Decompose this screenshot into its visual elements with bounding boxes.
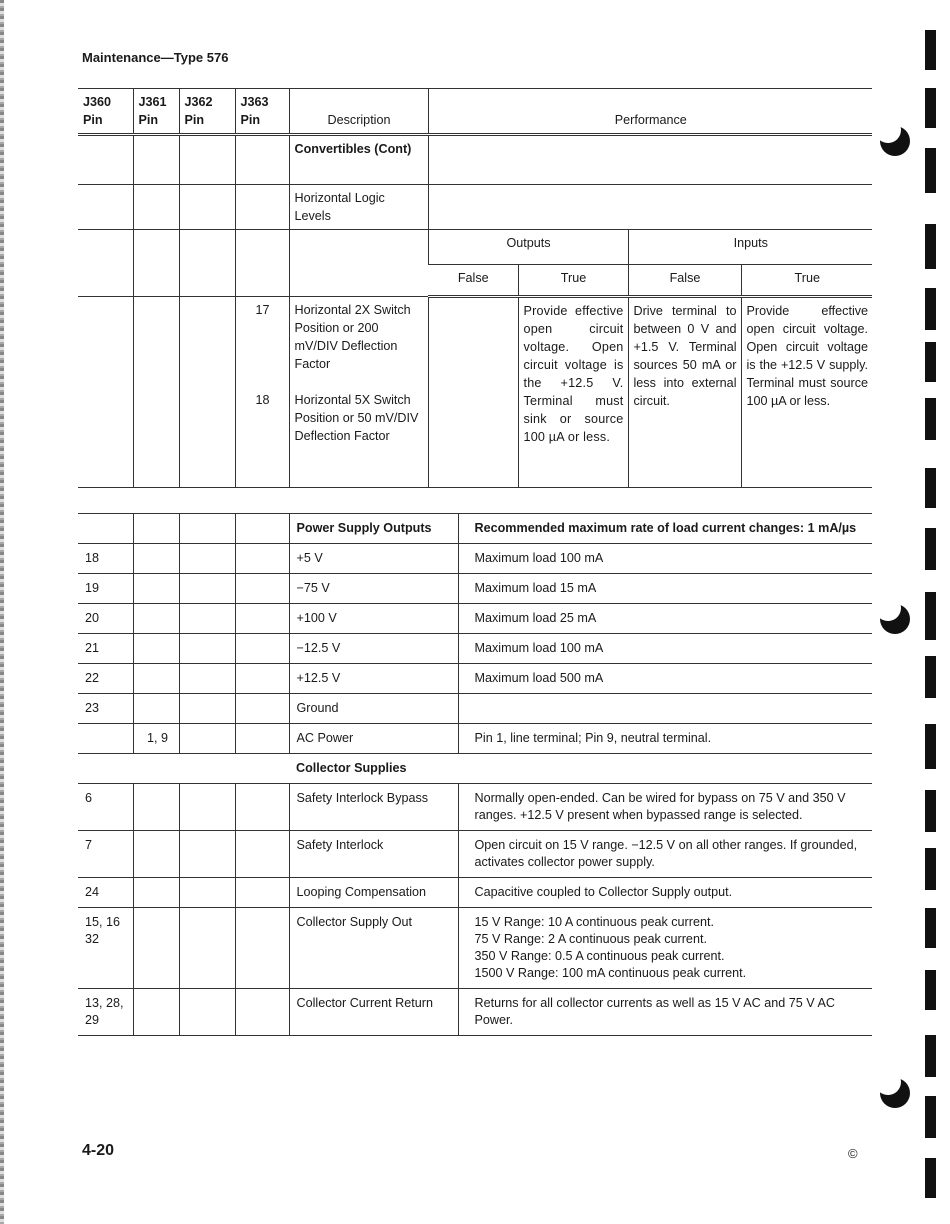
collector-supplies-title: Collector Supplies [289,754,458,784]
outputs-true-text: Provide effective open circuit voltage. Open circuit voltage is the +12.5 V. Terminal must sink or source 100 µA or less. [518,297,628,488]
j363-pins: 17 18 [235,297,289,488]
margin-bar [925,224,936,269]
margin-bar [925,528,936,570]
inputs-false-text: Drive terminal to between 0 V and +1.5 V. Terminal sources 50 mA or less into external circuit. [628,297,741,488]
col-header-j363: J363 Pin [235,89,289,135]
margin-bar [925,342,936,382]
table-row: 6 Safety Interlock Bypass Normally open-ended. Can be wired for bypass on 75 V and 350 V ranges. +12.5 V present when bypassed range is selected. [78,784,872,831]
table-row: 19 −75 V Maximum load 15 mA [78,574,872,604]
inputs-false-label: False [628,265,741,297]
table-row: 24 Looping Compensation Capacitive coupled to Collector Supply output. [78,878,872,908]
margin-bar [925,468,936,508]
table-row: 15, 16 32 Collector Supply Out 15 V Range: 10 A continuous peak current. 75 V Range: 2 A continuous peak current. 350 V Range: 0.5 A continuous peak current. 1500 V Range: 100 mA continuous peak current. [78,908,872,989]
section-title: Convertibles (Cont) [289,135,428,185]
copyright-mark: © [848,1146,858,1161]
table-row: 23 Ground [78,694,872,724]
table-row: 22 +12.5 V Maximum load 500 mA [78,664,872,694]
scan-edge [0,0,4,1224]
margin-bar [925,908,936,948]
margin-bar [925,592,936,640]
margin-bar [925,724,936,769]
inputs-true-text: Provide effective open circuit voltage. Open circuit voltage is the +12.5 V supply. Terminal must source 100 µA or less. [741,297,872,488]
logic-descriptions: Horizontal 2X Switch Position or 200 mV/DIV Deflection Factor Horizontal 5X Switch Position or 50 mV/DIV Deflection Factor [289,297,428,488]
margin-bar [925,970,936,1010]
outputs-label: Outputs [428,230,628,265]
power-supply-note: Recommended maximum rate of load current changes: 1 mA/µs [458,514,872,544]
table-row: 13, 28, 29 Collector Current Return Returns for all collector currents as well as 15 V AC and 75 V AC Power. [78,989,872,1036]
table-row: 1, 9 AC Power Pin 1, line terminal; Pin 9, neutral terminal. [78,724,872,754]
col-header-performance: Performance [428,89,872,135]
margin-bar [925,288,936,330]
table-row: 18 +5 V Maximum load 100 mA [78,544,872,574]
margin-bar [925,398,936,440]
margin-bar [925,30,936,70]
margin-bar [925,790,936,832]
margin-bar [925,88,936,128]
col-header-j361: J361 Pin [133,89,179,135]
power-supply-title: Power Supply Outputs [289,514,458,544]
margin-bar [925,1096,936,1138]
page-header: Maintenance—Type 576 [82,50,229,65]
outputs-false-label: False [428,265,518,297]
binder-hole-mark [880,126,910,156]
inputs-true-label: True [741,265,872,297]
page-number: 4-20 [82,1142,115,1159]
convertibles-table [78,88,872,488]
margin-bar [925,656,936,698]
margin-bar [925,848,936,890]
col-header-j360: J360 Pin [78,89,133,135]
binder-hole-mark [880,1078,910,1108]
margin-bar [925,148,936,193]
subsection-title: Horizontal Logic Levels [289,185,428,230]
col-header-j362: J362 Pin [179,89,235,135]
table-row: 7 Safety Interlock Open circuit on 15 V range. −12.5 V on all other ranges. If grounded, activates collector power supply. [78,831,872,878]
table-row: 20 +100 V Maximum load 25 mA [78,604,872,634]
power-supply-table [78,513,872,1036]
binder-hole-mark [880,604,910,634]
margin-bar [925,1158,936,1198]
table-row: 21 −12.5 V Maximum load 100 mA [78,634,872,664]
col-header-description: Description [289,89,428,135]
outputs-true-label: True [518,265,628,297]
inputs-label: Inputs [628,230,872,265]
margin-bar [925,1035,936,1077]
